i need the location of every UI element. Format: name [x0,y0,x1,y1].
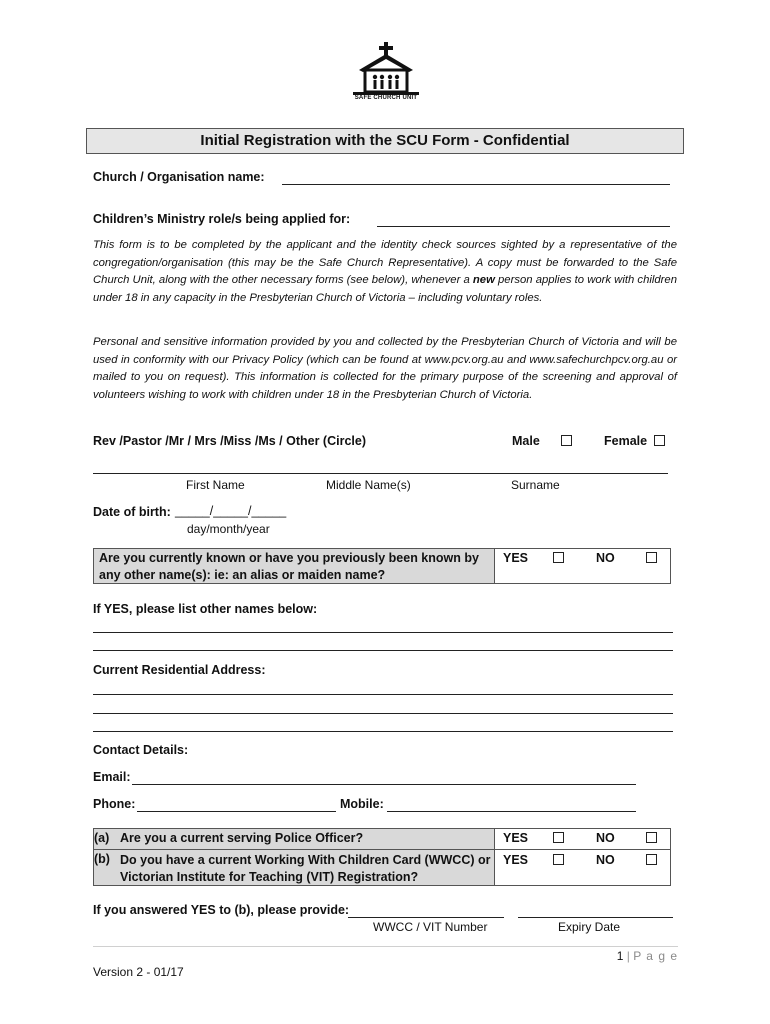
privacy-paragraph: Personal and sensitive information provided by you and collected by the Presbyterian Church of Victoria and will be used in conformity with our Privacy Policy (which can be found at www.pcv.org.au and www.safechurchpcv.org.au or mailed to you on request). This information is collected for the primary purpose of the screening and approval of volunteers wishing to work with children under 18 in the Presbyterian Church of Victoria. [93,336,677,401]
alias-yes-label: YES [503,551,529,565]
qb-yes-checkbox[interactable] [553,854,564,865]
other-names-line-1[interactable] [93,632,673,633]
address-line-2[interactable] [93,713,673,714]
alias-no-checkbox[interactable] [646,552,657,563]
phone-label: Phone: [93,797,136,811]
qa-no-label: NO [596,831,615,845]
wwcc-number-field[interactable] [348,917,504,918]
intro-paragraph: This form is to be completed by the applicant and the identity check sources sighted by a representative of the congregation/organisation (this may be the Safe Church Representative). A copy must be forwarded to the Safe Church Unit, along with the other necessary forms (see below), whenever a new person applies to work with children under 18 in any capacity in the Presbyterian Church of Victoria – including voluntary roles. [93,239,677,304]
provide-label: If you answered YES to (b), please provide: [93,903,350,917]
qa-text: Are you a current serving Police Officer? [120,831,364,845]
role-label: Children’s Ministry role/s being applied for: [93,212,351,226]
other-names-line-2[interactable] [93,650,673,651]
middle-name-caption: Middle Name(s) [326,478,411,492]
role-field[interactable] [377,226,670,227]
email-field[interactable] [132,784,636,785]
full-name-field[interactable] [93,473,668,474]
male-label: Male [512,434,540,448]
logo-caption: SAFE CHURCH UNIT [354,95,418,101]
address-line-3[interactable] [93,731,673,732]
contact-label: Contact Details: [93,743,189,757]
title-options: Rev /Pastor /Mr / Mrs /Miss /Ms / Other (Circle) [93,434,366,448]
footer-rule [93,946,678,947]
qa-no-checkbox[interactable] [646,832,657,843]
male-checkbox[interactable] [561,435,572,446]
qa-marker: (a) [94,831,110,845]
phone-field[interactable] [137,811,336,812]
dob-field[interactable]: _____/_____/_____ [175,504,287,518]
address-label: Current Residential Address: [93,663,266,677]
qa-yes-checkbox[interactable] [553,832,564,843]
email-label: Email: [93,770,131,784]
mobile-label: Mobile: [340,797,384,811]
alias-question: Are you currently known or have you previously been known by any other name(s): ie: an alias or maiden name? [99,551,479,582]
qa-yes-label: YES [503,831,529,845]
qb-marker: (b) [94,852,110,866]
first-name-caption: First Name [186,478,245,492]
wwcc-number-caption: WWCC / VIT Number [373,920,488,934]
expiry-date-field[interactable] [518,917,673,918]
other-names-label: If YES, please list other names below: [93,602,318,616]
qb-yes-label: YES [503,853,529,867]
qb-no-checkbox[interactable] [646,854,657,865]
female-label: Female [604,434,648,448]
mobile-field[interactable] [387,811,636,812]
form-title: Initial Registration with the SCU Form - Confidential [86,128,684,154]
version-label: Version 2 - 01/17 [93,965,184,979]
alias-divider [494,548,495,584]
qab-row-divider [93,849,671,850]
qb-no-label: NO [596,853,615,867]
dob-format: day/month/year [187,522,270,536]
alias-yes-checkbox[interactable] [553,552,564,563]
church-name-label: Church / Organisation name: [93,170,265,184]
church-name-field[interactable] [282,184,670,185]
page-indicator: 1 | P a g e [616,949,678,963]
qab-col-divider [494,828,495,886]
surname-caption: Surname [511,478,560,492]
dob-label: Date of birth: [93,505,171,519]
female-checkbox[interactable] [654,435,665,446]
address-line-1[interactable] [93,694,673,695]
qb-text: Do you have a current Working With Children Card (WWCC) or Victorian Institute for Teaching (VIT) Registration? [120,853,491,884]
expiry-date-caption: Expiry Date [558,920,621,934]
alias-no-label: NO [596,551,615,565]
